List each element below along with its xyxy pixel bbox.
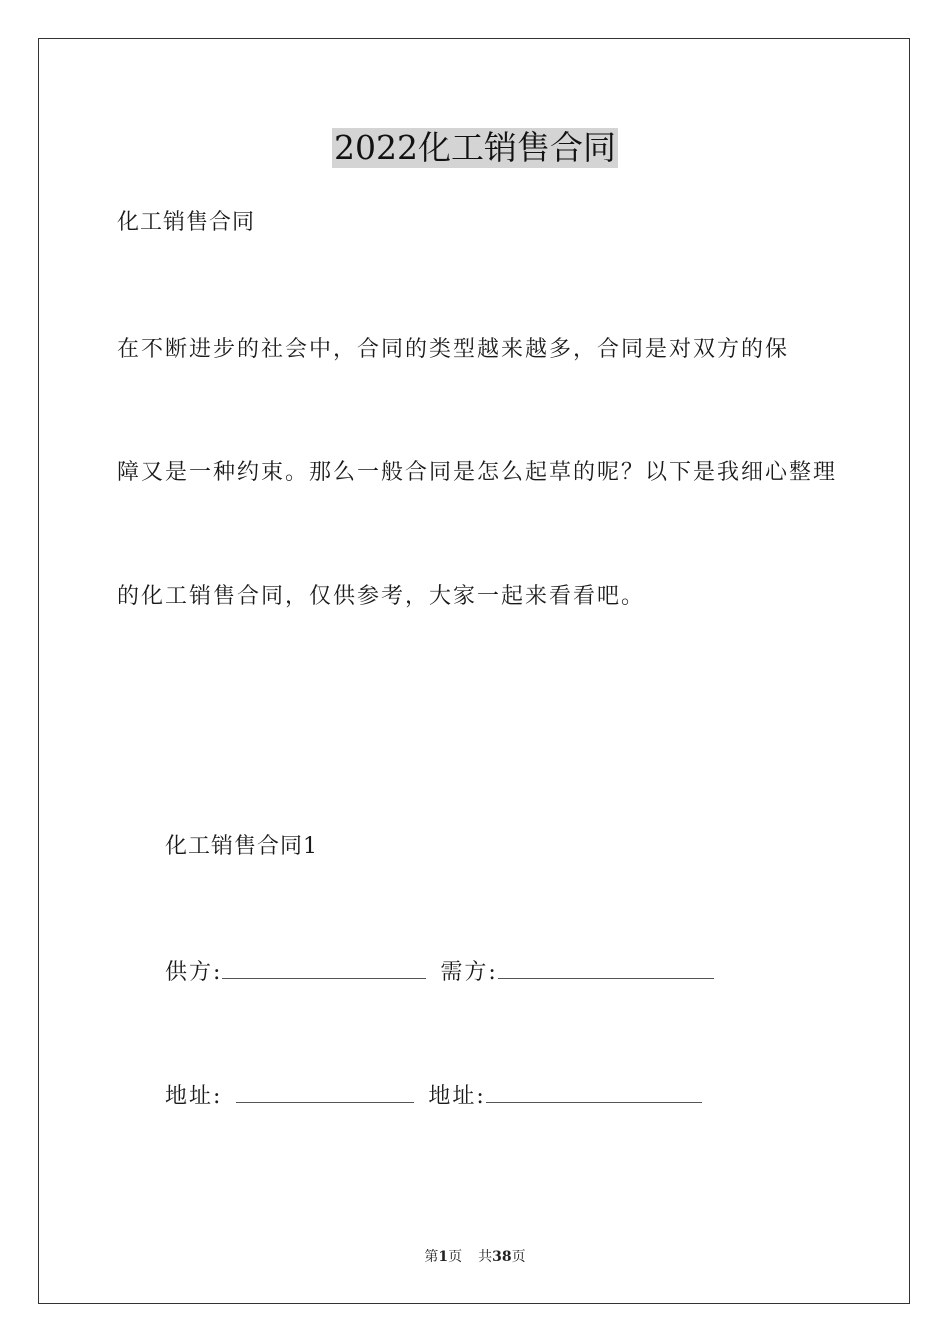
section-heading: 化工销售合同1 bbox=[165, 834, 318, 859]
page-footer bbox=[0, 1248, 950, 1266]
title-container bbox=[0, 128, 950, 168]
footer-total-pages: 38 bbox=[492, 1249, 512, 1265]
footer-total-suffix: 页 bbox=[511, 1249, 526, 1265]
supplier-blank-line[interactable] bbox=[222, 956, 426, 979]
intro-line-1: 在不断进步的社会中，合同的类型越来越多，合同是对双方的保 bbox=[117, 337, 790, 362]
footer-page-prefix: 第 bbox=[424, 1249, 439, 1265]
buyer-address-label: 地址: bbox=[428, 1084, 486, 1109]
footer-page-number: 1 bbox=[438, 1249, 449, 1265]
supplier-address-blank-line[interactable] bbox=[236, 1080, 414, 1103]
supplier-label: 供方: bbox=[165, 960, 223, 985]
document-title: 2022化工销售合同 bbox=[334, 128, 616, 167]
address-row bbox=[165, 1080, 702, 1112]
supplier-address-label: 地址: bbox=[165, 1084, 223, 1109]
footer-total-prefix: 共 bbox=[478, 1249, 493, 1265]
buyer-label: 需方: bbox=[440, 960, 498, 985]
document-subtitle: 化工销售合同 bbox=[117, 210, 256, 235]
buyer-blank-line[interactable] bbox=[498, 956, 714, 979]
footer-page-suffix: 页 bbox=[448, 1249, 463, 1265]
intro-line-3: 的化工销售合同，仅供参考，大家一起来看看吧。 bbox=[117, 584, 646, 609]
party-row bbox=[165, 956, 714, 988]
buyer-address-blank-line[interactable] bbox=[486, 1080, 702, 1103]
intro-line-2: 障又是一种约束。那么一般合同是怎么起草的呢？以下是我细心整理 bbox=[117, 460, 838, 485]
